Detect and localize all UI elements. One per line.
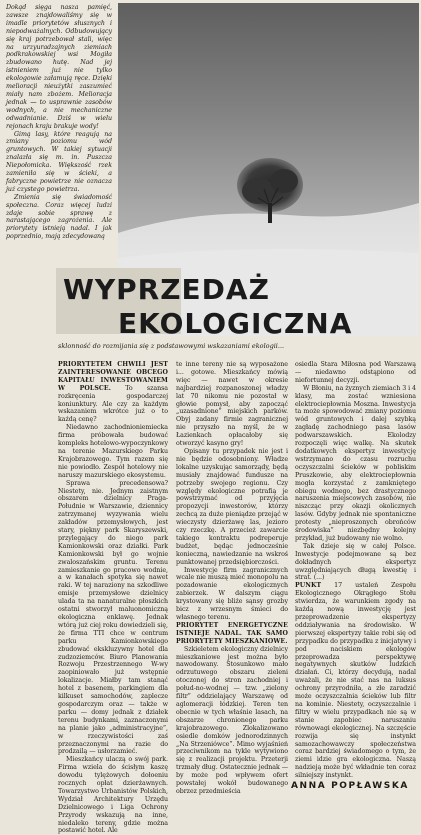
- paragraph-b4: Szkieletem ekologiczny dzielnicy mieszkaniowe jest można było nawodowany. Stosunkowo mało odrzutuwego obszaru zieleni otoczonej do stron zachodniej i połud-no-wodnej — tzw. „zielony filtr” oddzielający Warszawę od aglomeracji łódzkiej. Teren ten obecnie w tych właśnie lasach, na obszarze chronionego parku krajobrazowego. Zlokalizowano osiedle domków jednorodzinnych „Na Strzeniówce”. Mimo wyjaśnień przeciwnikom na tykle wytywiono się z realizacji projektu. Przeterji trzmały dług. Ostatecznie jednak — by może pod wpływem ofert powstałej wokół budowanego obrzez przedmieścia: [176, 645, 288, 795]
- paragraph-a3: Sprawa precedensowa? Niestety, nie. Jednym zaistnym obszarem dzielnicy Praga-Południe w Warszawie, dziennicy zatrzymanej wyzywania wielu zakładów przemysłowych, jest stary, piękny park Skaryszewski, przylegający do niego park Kamionkowski oraz działki. Park Kamionkowski był go wojnie zwaloszańskim gruntu. Terenu zamieszkanie go pracowo wodnie, a w kanałach spotyka się nawet raki. W tej naraziony na szkodliwe emisje przemysłowe dzielnicy ulada ta na nanaturalne płoszkich ostatni stworzył maluonomiczną ekologiczna enklawę. Jednak wtórą już ciej roku dowiedzieli się, że firma TTI chce w centrum parku Kamionkowskiego zbudować ekskluzywny hotel dla zudzoziemców. Biuro Planowania Rozwoju Przestrzennego W-wy zaopiniowało już wstępnie lokalizacje. Miałby tam stanąć hotel z basenem, parkingiem dla kilkuset samochodów, zaplecze gospodarczym oraz — także w parku — domy jednak z działek terenu budynkami, zaznaczonymi na planie jako „administracyjne”, w rzeczywistości zaś przeznaczonymi na razie do prodzailą — usłorzamieć.: [58, 479, 168, 756]
- paragraph-c2: W Błoniu, na żyznych ziemiach 3 i 4 klasy, ma zostać wzniesiona elektrociepłownia Mosznа. Inwestycja ta może spowodować zmiany poziomu wód gruntowych i dalej szybką zagładę zachodniego pasa lasów podwarszawskich. Ekolodzy rozpoczęli więc walkę. Na skutek dodatkowych ekspertyz inwestycję wstrzymano do czasu rozruchu oczyszczalni ścieków w pobliskim Pruszkowie, aby elektrociepłownia mogła korzystać z zamkniętego obiegu wodnego, bez drastycznego naruszenia miejscowych zasobów, nie niszcząc przy okazji okolicznych lasów. Gdyby jednak nie spontaniczne protesty „nieproszonych obrońców środowiska” niezbędny kolejny przykład, już budowany nie wolno.: [295, 384, 416, 542]
- section-heading-energy: PRIORYTET ENERGETYCZNE ISTNIEJE NADAL. TAK SAMO PRIORYTETY MIESZKANIOWE.: [176, 621, 288, 645]
- paragraph-b3: Inwestycje firm zagranicznych wcale nie muszą mieć monopolu na pozadowanie ekologicznych zabierzek. W dalszym ciągu krystowany się bliże sąnsy grozby bicz z wrzesnym śmieci do własnego terenu.: [176, 566, 288, 621]
- paragraph-c4: 17 ustaleń Zespołu Ekologicznego Okrągłego Stołu stwierdza, że warunkiem zgody na każdą nową inwestycję jest przeprowadzenie ekspertyzy oddziaływania na środowisko. W pierwszej ekspertyzy takie robi się od przypadku do przypadku z inicjatywy i pod naciskiem ekologów przeprowadza perspektywę negatywnych skutków ludzkich działań. Ci, którzy decydują, nadal uważali, że nie stać nas na luksus ochrony przyrodniła, a złe zaradzić może oczyszczalnia ścieków lub filtr na kominie. Niestety, oczyszczalnie i filtry w wielu przypadkach nie są w stanie zapobiec naruszaniu równowagi ekologicznej. Na szczęście rozwija się instynkt samozachowawczy społeczeństwa coraz bardziej świadomego o tym, że ziemi idzie gra ekologiczna. Naszą nadzieją może być wkładnie ten coraz silniejszy instynkt.: [295, 582, 416, 780]
- article-subtitle: sklonność do rozmijania się z podstawowymi wskazaniami ekologii...: [58, 342, 285, 350]
- priority-lead: PRIORYTETEM CHWILI JEST ZAINTERESOWANIE OBCEGO KAPITAŁU INWESTOWANIEM W POLSCE.: [58, 361, 168, 392]
- article-column-3: [295, 361, 416, 780]
- paragraph-a4: Mieszkańcy ulaczą o swój park. Firma wziela do ścisłym kaszę dowodu tylężowych dołoeniu rocznych opłat dzierżawnych. Towarzystwo Urbanistów Polskich, Wydział Architektury Urzędu Dzielnicowego i Liga Ochrony Przyrody wskazują na inne, niedaleko tereny, gdzie można postawić hotel. Ale: [58, 756, 168, 835]
- article-column-2: [176, 361, 288, 796]
- intro-paragraph-1: Dokąd sięga nasza pamięć, zawsze znajdowaliśmy się w imadle priorytetów słusznych i niepodważalnych. Odbudowujący się kraj potrzebował stali, więc na urzyuradzajnych ziemiach podkrakowskiej wsi Mogiła zbudowano hutę. Nad jej istnieniem już nie tylko ekologowie załamują ręce. Dzięki melioracji nieużytki zaszumieć miały nam zbożem. Melioracja jednak — to usprawnie zasobów wodnych, a nie mechaniczne odwadnianie. Dziś w wielu rejonach kraju brakuje wody!: [6, 4, 112, 130]
- intro-column: [6, 4, 112, 241]
- intro-paragraph-2: Gimą lasy, które reagują na zmiany poziomu wód gruntowych. W takiej sytuacji znalazła się m. in. Puszcza Niepołomicka. Większość rzek zamieniła się w ścieki, a fabryczne powietrze nie oznacza już czystego powietrza.: [6, 130, 112, 193]
- intro-paragraph-3: Zmienia się świadomość społeczna. Coraz więcej ludzi zdaje sobie sprawę z narastającego zagrożenia. Ale priorytety istnieją nadal. I jak poprzednio, mają zdecydowaną: [6, 193, 112, 241]
- article-title-line-2: EKOLOGICZNA: [118, 307, 353, 340]
- paragraph-b2: Opisany tu przypadek nie jest i nie będzie odosobniony. Władze lokalne uzyskując samorządy, będą musiały znajdować fundusze na potrzeby swojego regionu. Czy względy ekologiczne potrafią je powstrzymać od przyjęcia propozycji inwestorów, którzy zechcą za duże pieniądze przejąć w wieczysty dzierżawę las, jezioro czy rzeczkę. A przecież zawarcie takiego kontraktu podreperuje budżet, będąc jednocześnie konieczną, nawiedzanie na wskroś punktowanej przedsiębiorczości.: [176, 447, 288, 566]
- paragraph-a2: Niedawno zachodnioniemiecka firma próbowała budować kompleks hotelowo-wypoczynkowy na terenie Mazurskiego Parku Krajobrazowego. Tym razem się nie powiodło. Zespół hotelowy nie naruszy mazurskiego ekosystemu.: [58, 424, 168, 479]
- paragraph-c1: osiedla Stara Miłosna pod Warszawą — niedawno odstąpiono od niefortunnej decyzji.: [295, 361, 416, 384]
- article-title-line-1: WYPRZEDAŻ: [63, 273, 270, 306]
- paragraph-a1: To szansa rozkręcenia gospodarczej koniunktury. Ale czy za każdym wskazaniem wkrótce już o to każdą cenę?: [58, 384, 168, 424]
- section-heading-punkt: PUNKT: [295, 582, 322, 590]
- article-column-1: [58, 361, 168, 835]
- paragraph-c3: Tak dzieje się w całej Polsce. Inwestycje podejmowane są bez dokładnych ekspertyz uwzględniających długą kwestię i strat. (...): [295, 542, 416, 582]
- author-byline: ANNA POPŁAWSKA: [290, 781, 409, 791]
- paragraph-b1: te inne tereny nie są wyposażone i... gotowe. Mieszkańcy mówią więc — nawet w okresie najbardziej rozpanoszonej władzy lat 70 nikomu nie pozostał w głowie pomysł, aby zapocząć „uzasadnione” miejskich parków. Obyj zadany firmie zagranicznej nie przyszło na myśl, że w Łazienkach opłacałoby się otworzyć kasyno gry!: [176, 361, 288, 448]
